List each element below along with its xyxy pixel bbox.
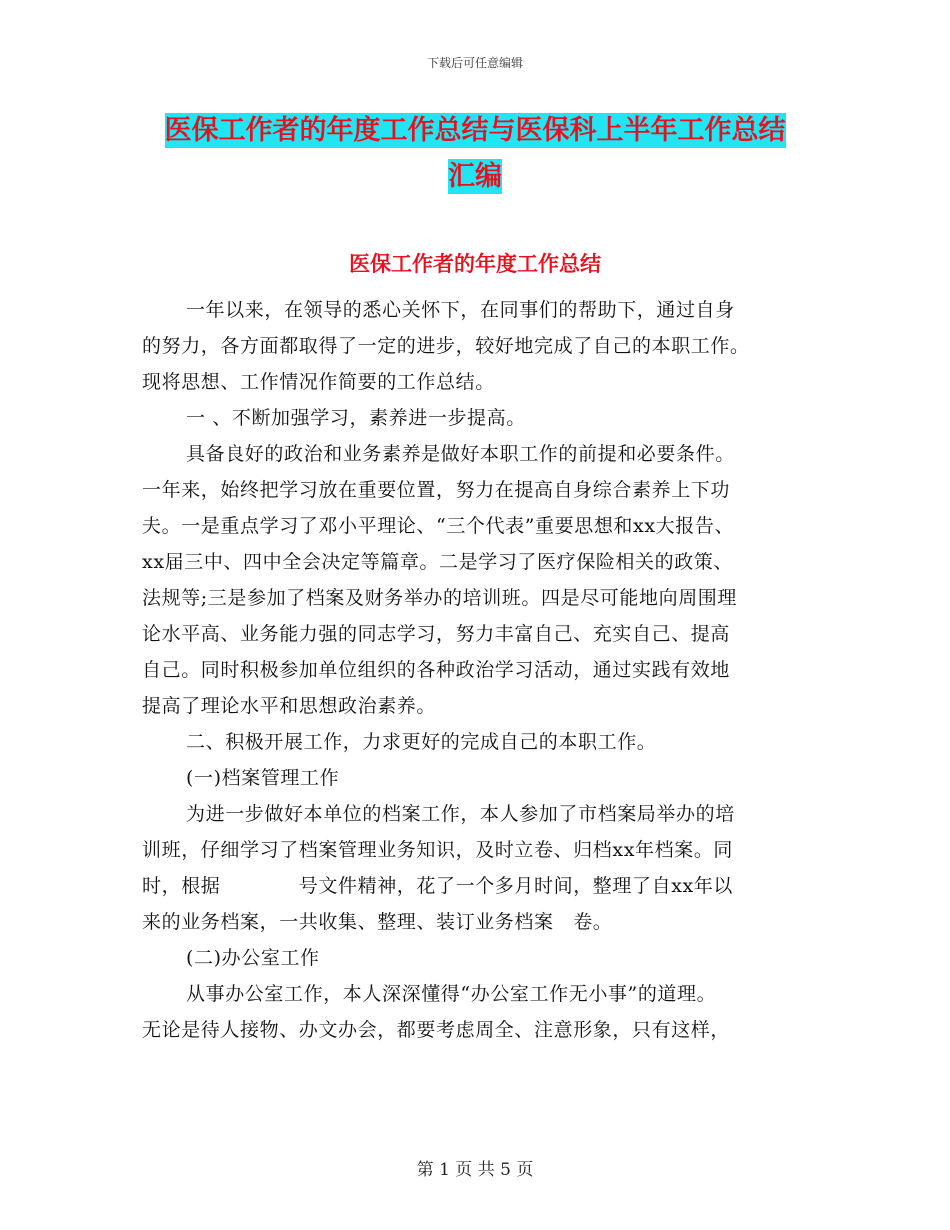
document-title-line-2: 汇编	[448, 161, 502, 192]
paragraph-line: 为进一步做好本单位的档案工作，本人参加了市档案局举办的培	[186, 803, 735, 825]
paragraph-line: xx届三中、四中全会决定等篇章。二是学习了医疗保险相关的政策、	[142, 551, 734, 573]
paragraph-line: 一年来，始终把学习放在重要位置，努力在提高自身综合素养上下功	[142, 479, 731, 501]
paragraph-line: 具备良好的政治和业务素养是做好本职工作的前提和必要条件。	[186, 443, 735, 465]
paragraph-heading: 一 、不断加强学习，素养进一步提高。	[186, 407, 526, 429]
paragraph-line: 来的业务档案，一共收集、整理、装订业务档案 卷。	[142, 911, 613, 933]
document-title-line-1: 医保工作者的年度工作总结与医保科上半年工作总结	[164, 115, 786, 146]
section-title: 医保工作者的年度工作总结	[349, 252, 601, 276]
paragraph-line: 现将思想、工作情况作简要的工作总结。	[142, 371, 495, 393]
header-note: 下载后可任意编辑	[426, 56, 523, 70]
paragraph-line: 夫。一是重点学习了邓小平理论、“三个代表”重要思想和xx大报告、	[142, 515, 735, 537]
paragraph-heading: 二、积极开展工作，力求更好的完成自己的本职工作。	[186, 731, 657, 753]
paragraph-line: 法规等;三是参加了档案及财务举办的培训班。四是尽可能地向周围理	[142, 587, 738, 609]
paragraph-line: 的努力，各方面都取得了一定的进步，较好地完成了自己的本职工作。	[142, 335, 750, 357]
page-footer: 第 1 页 共 5 页	[416, 1160, 534, 1180]
subsection-heading: (二)办公室工作	[186, 947, 320, 969]
paragraph-line: 一年以来，在领导的悉心关怀下，在同事们的帮助下，通过自身	[186, 299, 735, 321]
paragraph-line: 训班，仔细学习了档案管理业务知识，及时立卷、归档xx年档案。同	[142, 839, 734, 861]
subsection-heading: (一)档案管理工作	[186, 767, 340, 789]
paragraph-line: 从事办公室工作，本人深深懂得“办公室工作无小事”的道理。	[186, 983, 717, 1005]
paragraph-line: 自己。同时积极参加单位组织的各种政治学习活动，通过实践有效地	[142, 659, 731, 681]
paragraph-line: 时，根据 号文件精神，花了一个多月时间，整理了自xx年以	[142, 875, 734, 897]
paragraph-line: 无论是待人接物、办文办会，都要考虑周全、注意形象，只有这样，	[142, 1019, 731, 1041]
paragraph-line: 论水平高、业务能力强的同志学习，努力丰富自己、充实自己、提高	[142, 623, 731, 645]
paragraph-line: 提高了理论水平和思想政治素养。	[142, 695, 437, 717]
document-title	[0, 108, 950, 200]
body-text	[142, 292, 814, 1048]
